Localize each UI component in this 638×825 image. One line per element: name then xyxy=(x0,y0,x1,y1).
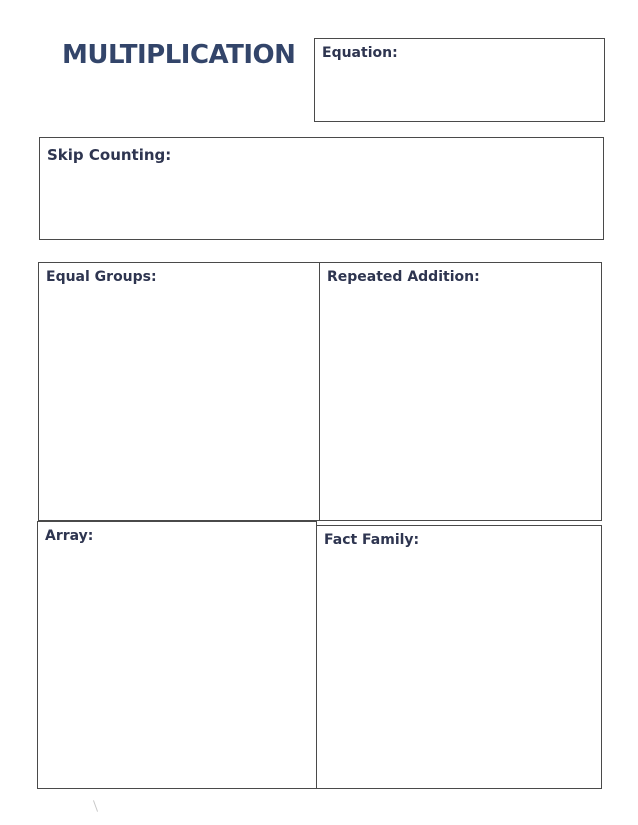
array-label: Array: xyxy=(45,528,94,544)
array-box xyxy=(37,521,317,789)
fact-family-label: Fact Family: xyxy=(324,532,420,548)
repeated-addition-label: Repeated Addition: xyxy=(327,269,480,285)
scan-speck xyxy=(93,800,98,812)
equation-label: Equation: xyxy=(322,45,398,61)
fact-family-box xyxy=(316,525,602,789)
page-title: MULTIPLICATION xyxy=(62,40,296,70)
repeated-addition-box xyxy=(319,262,602,521)
equal-groups-label: Equal Groups: xyxy=(46,269,157,285)
equation-box xyxy=(314,38,605,122)
equal-groups-box xyxy=(38,262,320,521)
skip-counting-box xyxy=(39,137,604,240)
skip-counting-label: Skip Counting: xyxy=(47,146,172,164)
